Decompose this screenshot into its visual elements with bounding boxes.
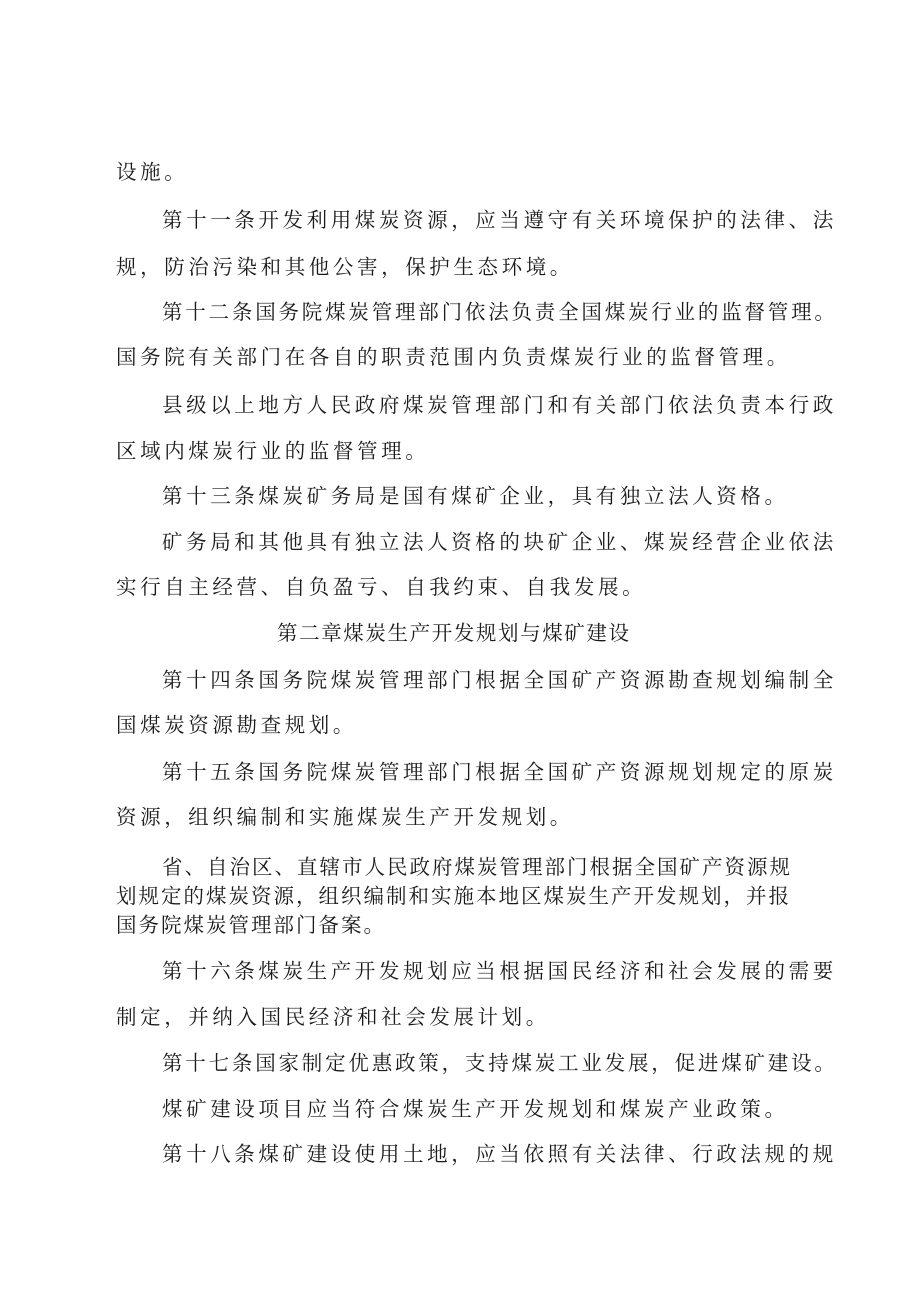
text-line: 煤矿建设项目应当符合煤炭生产开发规划和煤炭产业政策。	[162, 1097, 789, 1121]
text-line: 国务院有关部门在各自的职责范围内负责煤炭行业的监督管理。	[116, 345, 791, 369]
text-line: 第十四条国务院煤炭管理部门根据全国矿产资源勘查规划编制全	[162, 668, 837, 692]
text-line: 资源，组织编制和实施煤炭生产开发规划。	[116, 805, 574, 829]
text-line: 第十三条煤炭矿务局是国有煤矿企业，具有独立法人资格。	[162, 484, 789, 508]
text-line: 第十六条煤炭生产开发规划应当根据国民经济和社会发展的需要	[162, 959, 837, 983]
text-line: 矿务局和其他具有独立法人资格的块矿企业、煤炭经营企业依法	[162, 530, 837, 554]
text-line: 省、自治区、直辖市人民政府煤炭管理部门根据全国矿产资源规	[162, 855, 792, 879]
text-line: 县级以上地方人民政府煤炭管理部门和有关部门依法负责本行政	[162, 393, 837, 417]
chapter-heading: 第二章煤炭生产开发规划与煤矿建设	[277, 621, 631, 645]
text-line: 第十二条国务院煤炭管理部门依法负责全国煤炭行业的监督管理。	[162, 300, 838, 324]
text-line: 设施。	[116, 160, 189, 184]
text-line: 第十五条国务院煤炭管理部门根据全国矿产资源规划规定的原炭	[162, 760, 837, 784]
text-line: 第十八条煤矿建设使用土地，应当依照有关法律、行政法规的规	[162, 1142, 837, 1166]
text-line: 第十一条开发利用煤炭资源，应当遵守有关环境保护的法律、法	[162, 208, 837, 232]
text-line: 区域内煤炭行业的监督管理。	[116, 439, 430, 463]
text-line: 划规定的煤炭资源，组织编制和实施本地区煤炭生产开发规划，并报	[116, 884, 791, 908]
text-line: 规，防治污染和其他公害，保护生态环境。	[116, 255, 574, 279]
text-line: 国务院煤炭管理部门备案。	[116, 913, 386, 937]
text-line: 实行自主经营、自负盈亏、自我约束、自我发展。	[116, 575, 647, 599]
text-line: 国煤炭资源勘查规划。	[116, 713, 357, 737]
text-line: 第十七条国家制定优惠政策，支持煤炭工业发展，促进煤矿建设。	[162, 1051, 838, 1075]
text-line: 制定，并纳入国民经济和社会发展计划。	[116, 1005, 550, 1029]
